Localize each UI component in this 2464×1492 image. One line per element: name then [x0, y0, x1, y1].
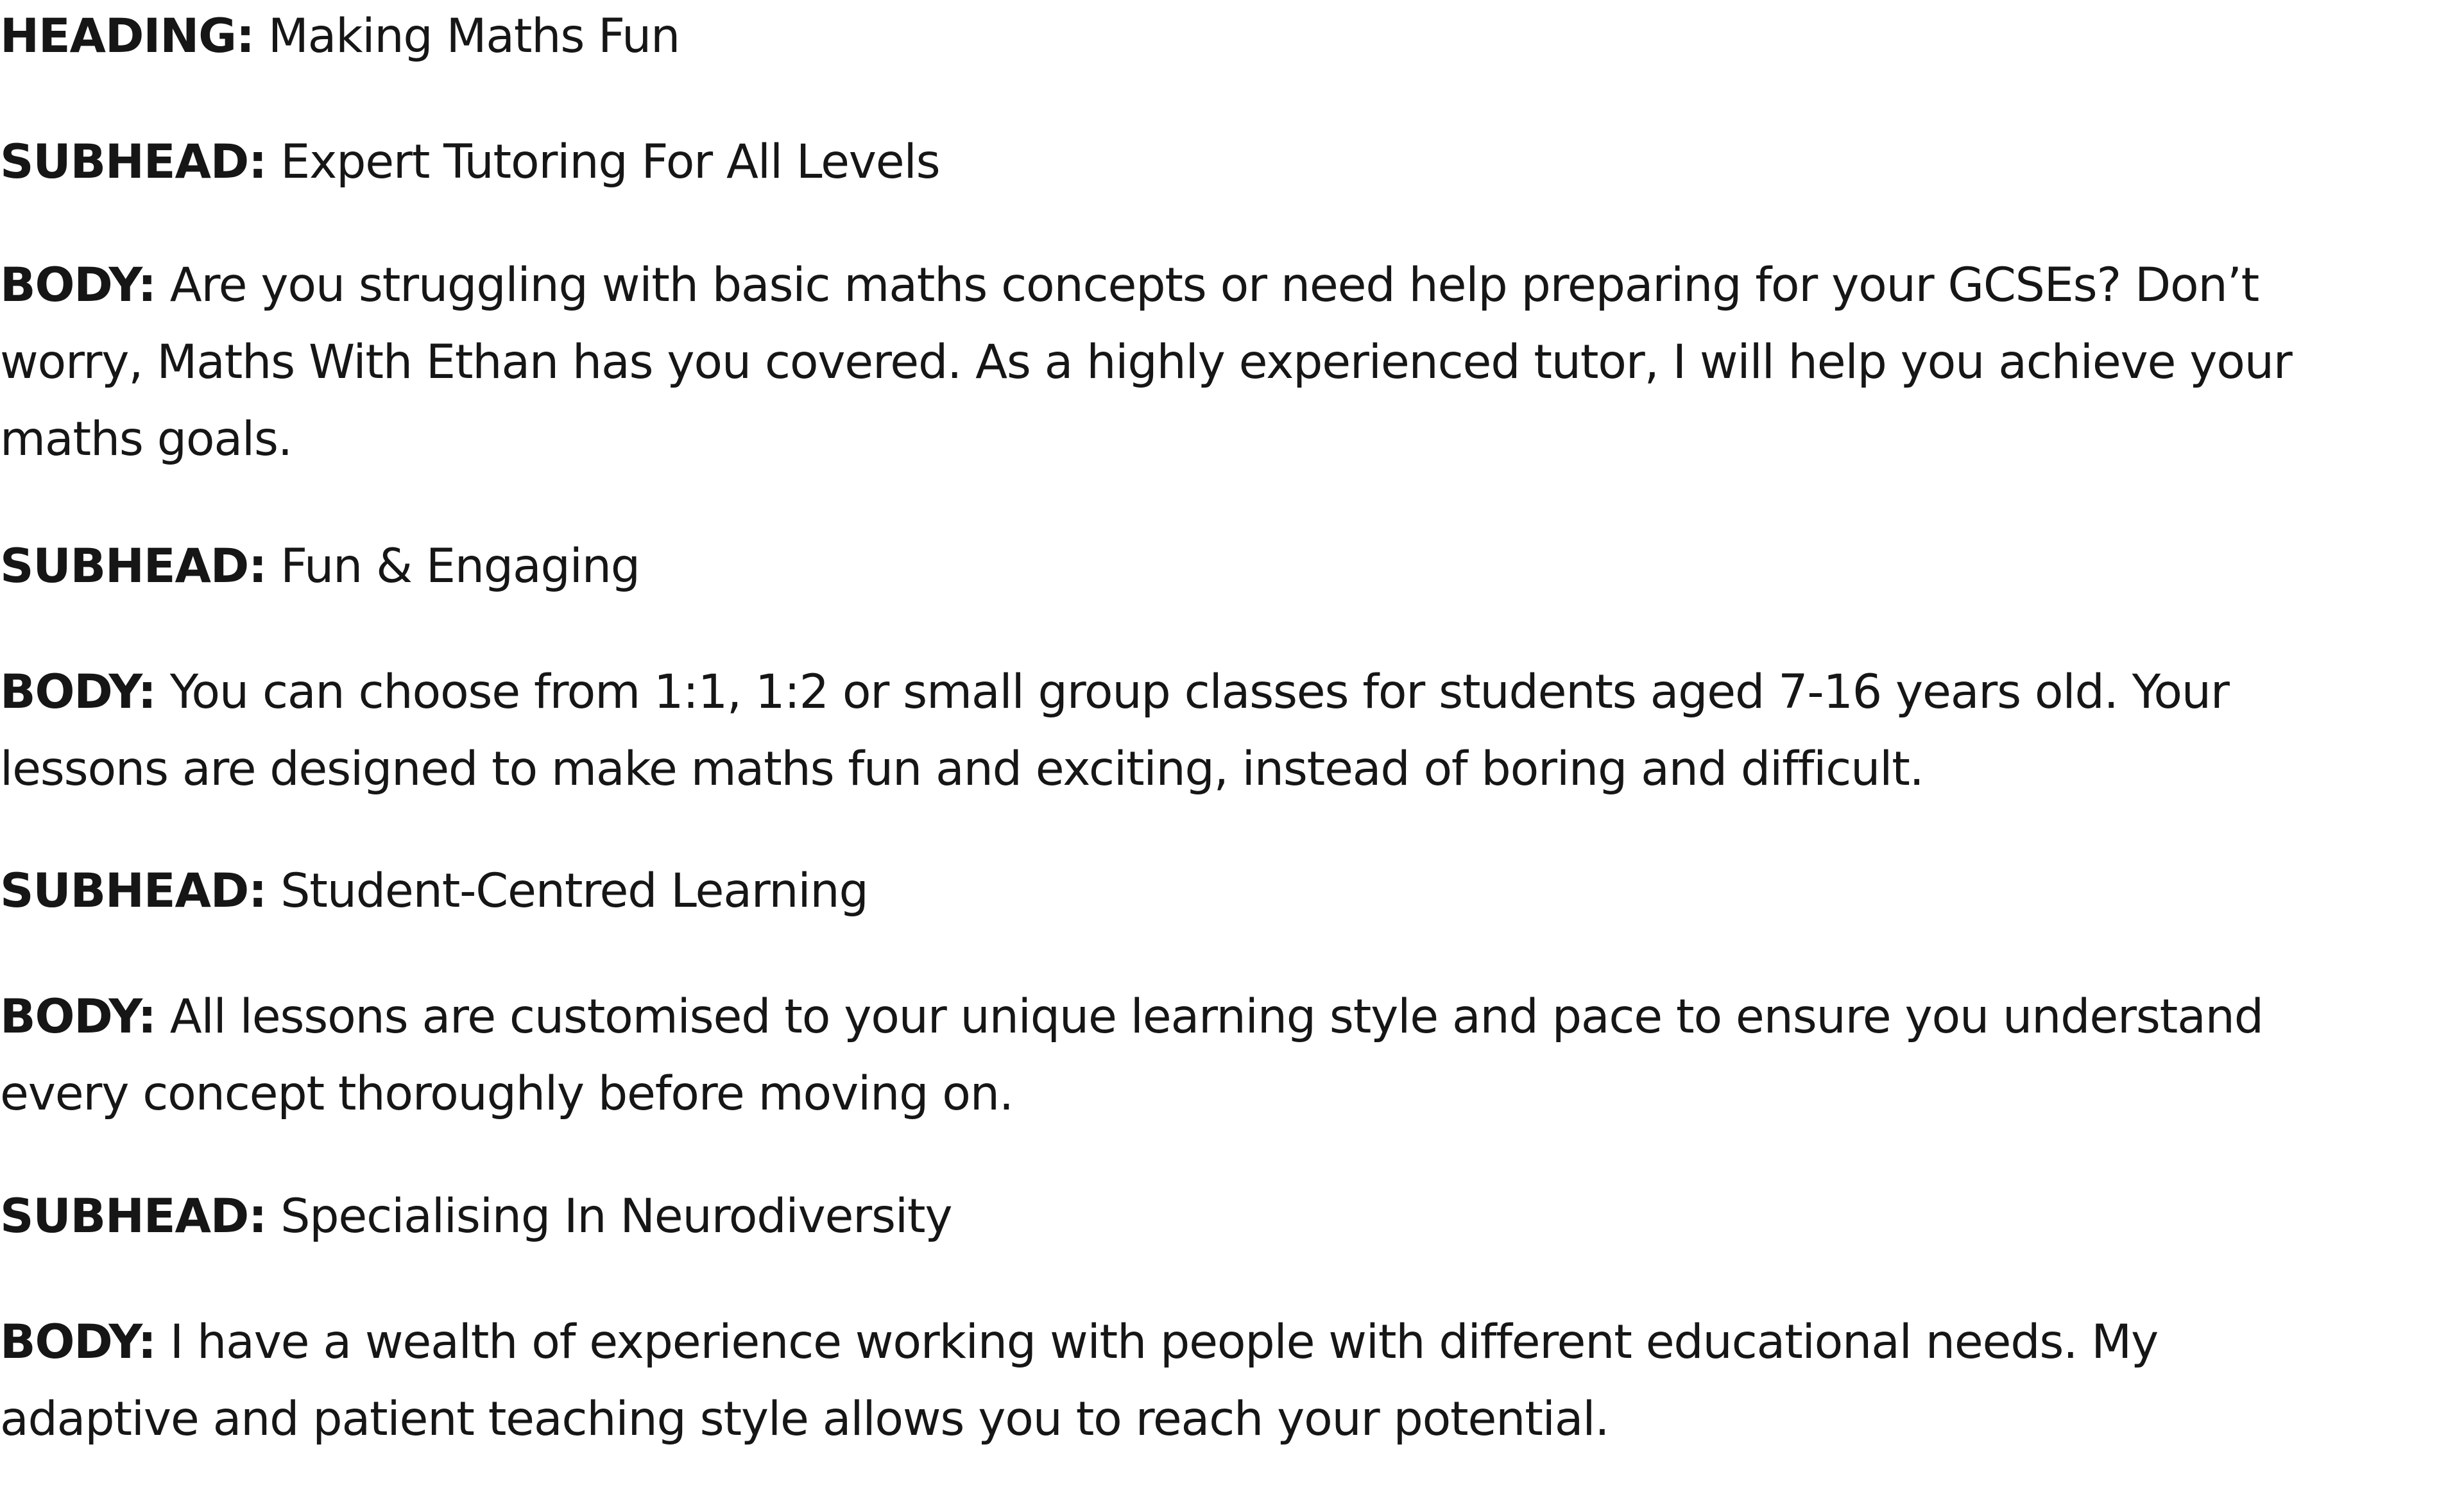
subhead-label: SUBHEAD:	[0, 1189, 267, 1244]
body-paragraph-4	[0, 1304, 2464, 1458]
body-line	[0, 654, 2464, 731]
heading-label: HEADING:	[0, 9, 254, 64]
heading-line	[0, 0, 2464, 75]
subhead-text: Specialising In Neurodiversity	[280, 1189, 952, 1244]
body-label: BODY:	[0, 258, 156, 313]
subhead-paragraph-1	[0, 124, 2464, 201]
subhead-paragraph-3	[0, 853, 2464, 930]
body-paragraph-1	[0, 247, 2464, 478]
subhead-text: Student-Centred Learning	[280, 864, 868, 918]
body-text: You can choose from 1:1, 1:2 or small group classes for students aged 7-16 years old. Your	[169, 665, 2229, 719]
body-line: lessons are designed to make maths fun and exciting, instead of boring and difficult.	[0, 742, 1924, 796]
subhead-label: SUBHEAD:	[0, 539, 267, 594]
body-line: worry, Maths With Ethan has you covered. As a highly experienced tutor, I will help you achieve your	[0, 335, 2292, 390]
subhead-line	[0, 1178, 2464, 1255]
body-line	[0, 979, 2464, 1056]
subhead-line	[0, 853, 2464, 930]
body-paragraph-2	[0, 654, 2464, 808]
subhead-label: SUBHEAD:	[0, 135, 267, 189]
body-line	[0, 247, 2464, 324]
body-text: I have a wealth of experience working with people with different educational needs. My	[169, 1315, 2159, 1369]
subhead-label: SUBHEAD:	[0, 864, 267, 918]
body-text: All lessons are customised to your unique learning style and pace to ensure you understand	[169, 990, 2263, 1044]
body-text: Are you struggling with basic maths concepts or need help preparing for your GCSEs? Don’t	[169, 258, 2259, 313]
body-paragraph-3	[0, 979, 2464, 1133]
subhead-text: Expert Tutoring For All Levels	[280, 135, 940, 189]
body-line: every concept thoroughly before moving on.	[0, 1067, 1013, 1121]
subhead-line	[0, 124, 2464, 201]
heading-text: Making Maths Fun	[268, 9, 680, 64]
heading-paragraph	[0, 0, 2464, 75]
body-line	[0, 1304, 2464, 1381]
subhead-line	[0, 528, 2464, 605]
subhead-paragraph-4	[0, 1178, 2464, 1255]
body-label: BODY:	[0, 990, 156, 1044]
body-line: adaptive and patient teaching style allows you to reach your potential.	[0, 1392, 1609, 1446]
body-label: BODY:	[0, 1315, 156, 1369]
subhead-paragraph-2	[0, 528, 2464, 605]
body-label: BODY:	[0, 665, 156, 719]
body-line: maths goals.	[0, 412, 292, 467]
subhead-text: Fun & Engaging	[280, 539, 640, 594]
